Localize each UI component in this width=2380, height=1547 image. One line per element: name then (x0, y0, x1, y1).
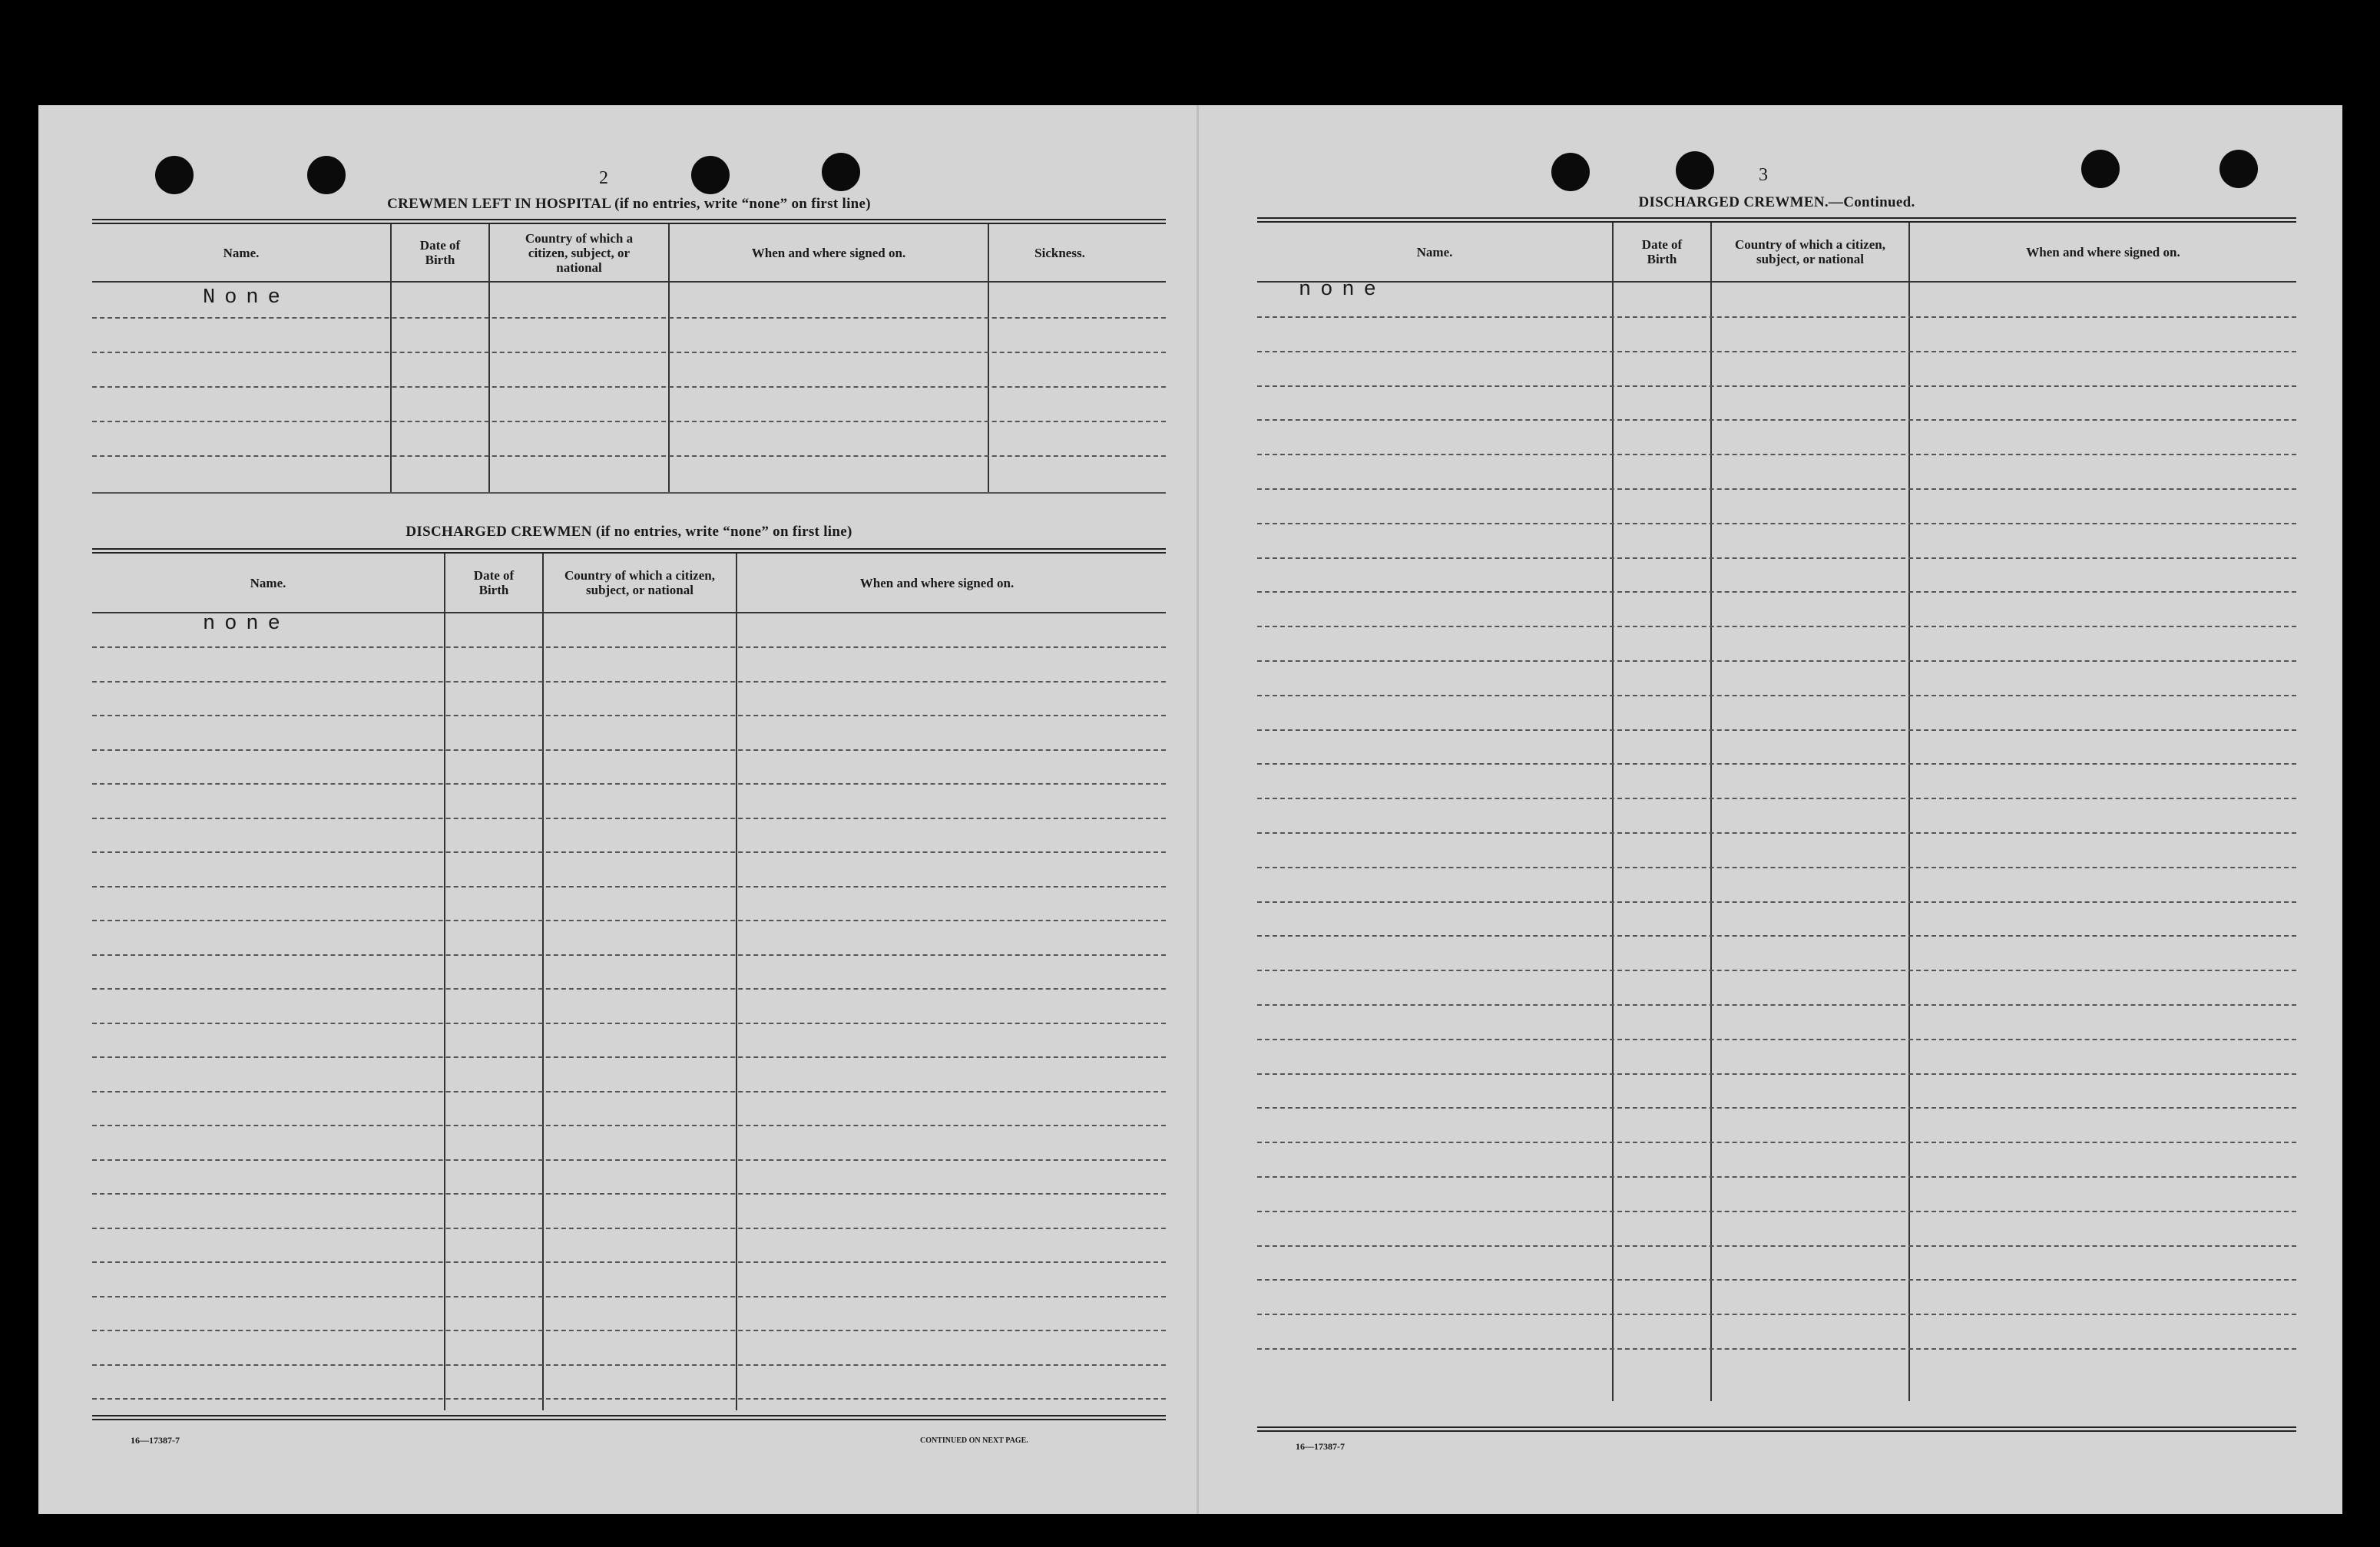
column-header: Country of which a citizen, subject, or national (525, 230, 634, 275)
punch-hole (691, 156, 730, 194)
entry-line (1257, 626, 2296, 627)
entry-line (92, 352, 1166, 353)
entry-line (92, 1159, 1166, 1161)
entry-line (1257, 798, 2296, 799)
punch-hole (307, 156, 346, 194)
double-rule (92, 548, 1166, 554)
entry-line (1257, 523, 2296, 524)
entry-line (92, 749, 1166, 751)
entry-line (1257, 419, 2296, 421)
column-header: When and where signed on. (859, 575, 1015, 590)
entry-line (1257, 1245, 2296, 1247)
column-divider (390, 224, 392, 493)
column-divider (1908, 223, 1910, 1401)
column-divider (988, 224, 989, 493)
entry-line (92, 646, 1166, 648)
entry-line (1257, 695, 2296, 696)
punch-hole (2081, 150, 2120, 188)
entry-line (1257, 1107, 2296, 1109)
entry-line (1257, 1348, 2296, 1350)
entry-line (92, 455, 1166, 457)
entry-line (1257, 316, 2296, 318)
entry-line (1257, 591, 2296, 593)
entry-line (1257, 867, 2296, 868)
punch-hole (155, 156, 194, 194)
entry-line (92, 1023, 1166, 1024)
entry-line (1257, 1211, 2296, 1212)
table-header (92, 554, 1166, 613)
entry-line (92, 1228, 1166, 1229)
column-header: When and where signed on. (2026, 244, 2180, 259)
entry-line (92, 421, 1166, 422)
entry-line (1257, 1039, 2296, 1040)
discharged-table (92, 524, 1166, 1483)
column-divider (1710, 223, 1712, 1401)
entry-line (92, 1296, 1166, 1297)
bottom-rule (92, 1415, 1166, 1420)
punch-hole (1551, 153, 1590, 191)
entry-line (1257, 557, 2296, 559)
entry-line (1257, 1314, 2296, 1315)
entry-line (1257, 660, 2296, 662)
entry-line (1257, 935, 2296, 937)
entry-line (1257, 385, 2296, 387)
column-header: Date of Birth (419, 238, 461, 267)
entry-line (92, 818, 1166, 819)
entry-line (1257, 1142, 2296, 1143)
document-sheet (38, 105, 2342, 1514)
entry-line (1257, 970, 2296, 971)
column-header: Date of Birth (473, 568, 515, 597)
page-number: 3 (1759, 165, 1768, 185)
entry-line (92, 1056, 1166, 1058)
entry-line (1257, 1073, 2296, 1075)
entry-line (1257, 832, 2296, 834)
entry-line (92, 386, 1166, 388)
entry-line (92, 988, 1166, 990)
entry-line (92, 1193, 1166, 1195)
table-title: DISCHARGED CREWMEN.—Continued. (1638, 194, 1915, 210)
page-number: 2 (599, 168, 608, 188)
double-rule (92, 219, 1166, 224)
bottom-rule (1257, 1426, 2296, 1432)
column-header: Country of which a citizen, subject, or national (564, 568, 715, 597)
double-rule (1257, 217, 2296, 223)
column-divider (488, 224, 490, 493)
form-code: 16—17387-7 (1296, 1441, 1345, 1452)
entry-line (92, 1364, 1166, 1366)
left-page (38, 105, 1198, 1514)
column-divider (668, 224, 670, 493)
entry-line (1257, 488, 2296, 490)
entry-line (1257, 351, 2296, 352)
entry-line (92, 317, 1166, 319)
table-header (1257, 223, 2296, 283)
entry-line (92, 1091, 1166, 1092)
column-divider (1612, 223, 1614, 1401)
right-page (1198, 105, 2342, 1514)
entry-line (92, 681, 1166, 683)
entry-line (92, 783, 1166, 785)
column-header: Sickness. (1034, 245, 1085, 260)
entry-line (1257, 1176, 2296, 1178)
entry-line (92, 954, 1166, 956)
column-header: Name. (1416, 244, 1453, 259)
entry-line (1257, 901, 2296, 903)
table-title: DISCHARGED CREWMEN (if no entries, write “none” on first line) (405, 524, 852, 540)
handwritten-entry: none (1299, 279, 1385, 302)
entry-line (92, 715, 1166, 716)
punch-hole (822, 153, 860, 191)
column-header: Country of which a citizen, subject, or national (1735, 237, 1885, 266)
continued-note: CONTINUED ON NEXT PAGE. (920, 1436, 1028, 1445)
column-header: Name. (250, 575, 286, 590)
entry-line (92, 1125, 1166, 1126)
entry-line (92, 851, 1166, 853)
entry-line (1257, 454, 2296, 455)
table-title: CREWMEN LEFT IN HOSPITAL (if no entries, write “none” on first line) (387, 196, 871, 212)
entry-line (92, 1398, 1166, 1400)
column-header: Name. (223, 245, 260, 260)
entry-line (92, 492, 1166, 494)
handwritten-entry: none (203, 613, 290, 636)
entry-line (92, 1330, 1166, 1331)
handwritten-entry: None (203, 286, 290, 309)
entry-line (1257, 763, 2296, 765)
entry-line (1257, 1004, 2296, 1006)
entry-line (1257, 1279, 2296, 1281)
column-header: When and where signed on. (751, 245, 906, 260)
entry-line (92, 886, 1166, 888)
entry-line (1257, 729, 2296, 731)
column-header: Date of Birth (1641, 237, 1683, 266)
punch-hole (1676, 151, 1714, 190)
entry-line (92, 920, 1166, 921)
form-code: 16—17387-7 (131, 1435, 180, 1446)
entry-line (92, 1261, 1166, 1263)
punch-hole (2219, 150, 2258, 188)
discharged-continued-table (1257, 194, 2296, 1407)
table-header (92, 224, 1166, 283)
